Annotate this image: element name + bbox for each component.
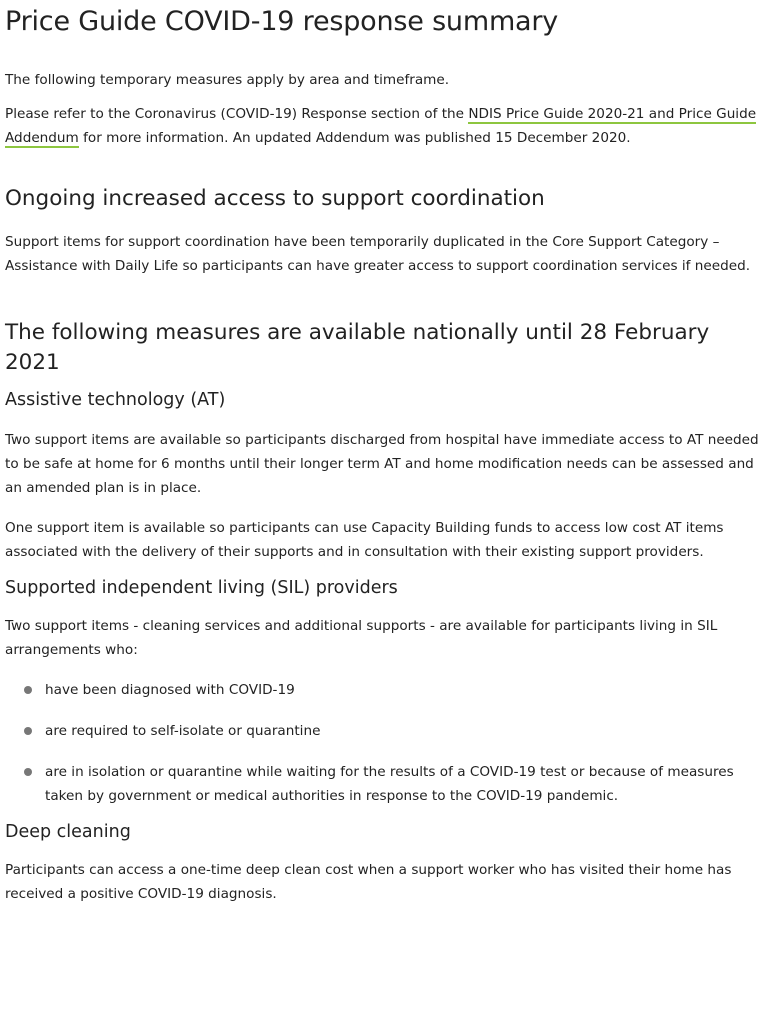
sil-heading: Supported independent living (SIL) providers — [5, 578, 398, 598]
list-item-text: have been diagnosed with COVID-19 — [45, 682, 295, 698]
intro-paragraph: The following temporary measures apply by area and timeframe. — [5, 72, 450, 88]
bullet-icon — [24, 768, 32, 776]
list-item-text: are in isolation or quarantine while waiting for the results of a COVID-19 test or because of measures taken by government or medical authorities in response to the COVID-19 pandemic. — [45, 764, 734, 804]
reference-text-before: Please refer to the Coronavirus (COVID-19) Response section of the — [5, 106, 469, 122]
assistive-technology-paragraph-2: One support item is available so participants can use Capacity Building funds to access low cost AT items associated with the delivery of their supports and in consultation with their existing support providers. — [5, 520, 724, 560]
assistive-technology-heading: Assistive technology (AT) — [5, 390, 226, 410]
deep-cleaning-paragraph: Participants can access a one-time deep clean cost when a support worker who has visited their home has received a positive COVID-19 diagnosis. — [5, 862, 732, 902]
sil-paragraph: Two support items - cleaning services and additional supports - are available for participants living in SIL arrangements who: — [5, 618, 718, 658]
price-guide-link[interactable]: NDIS Price Guide 2020-21 and Price Guide Addendum — [5, 106, 757, 146]
list-item-text: are required to self-isolate or quarantine — [45, 723, 321, 739]
ongoing-paragraph: Support items for support coordination have been temporarily duplicated in the Core Support Category – Assistance with Daily Life so participants can have greater access to support coordination services if needed. — [5, 234, 751, 274]
bullet-icon — [24, 727, 32, 735]
reference-text-after: for more information. An updated Addendum was published 15 December 2020. — [78, 130, 631, 146]
reference-paragraph — [5, 102, 761, 150]
ongoing-heading: Ongoing increased access to support coordination — [5, 186, 545, 211]
list-item — [5, 678, 761, 702]
bullet-icon — [24, 686, 32, 694]
deep-cleaning-heading: Deep cleaning — [5, 822, 131, 842]
list-item — [5, 719, 761, 743]
list-item — [5, 760, 761, 808]
sil-bullet-list — [5, 678, 761, 808]
assistive-technology-paragraph-1: Two support items are available so participants discharged from hospital have immediate access to AT needed to be safe at home for 6 months until their longer term AT and home modification needs can be assessed and an amended plan is in place. — [5, 432, 759, 496]
page-title: Price Guide COVID-19 response summary — [5, 6, 559, 37]
national-measures-heading: The following measures are available nationally until 28 February 2021 — [5, 320, 710, 375]
